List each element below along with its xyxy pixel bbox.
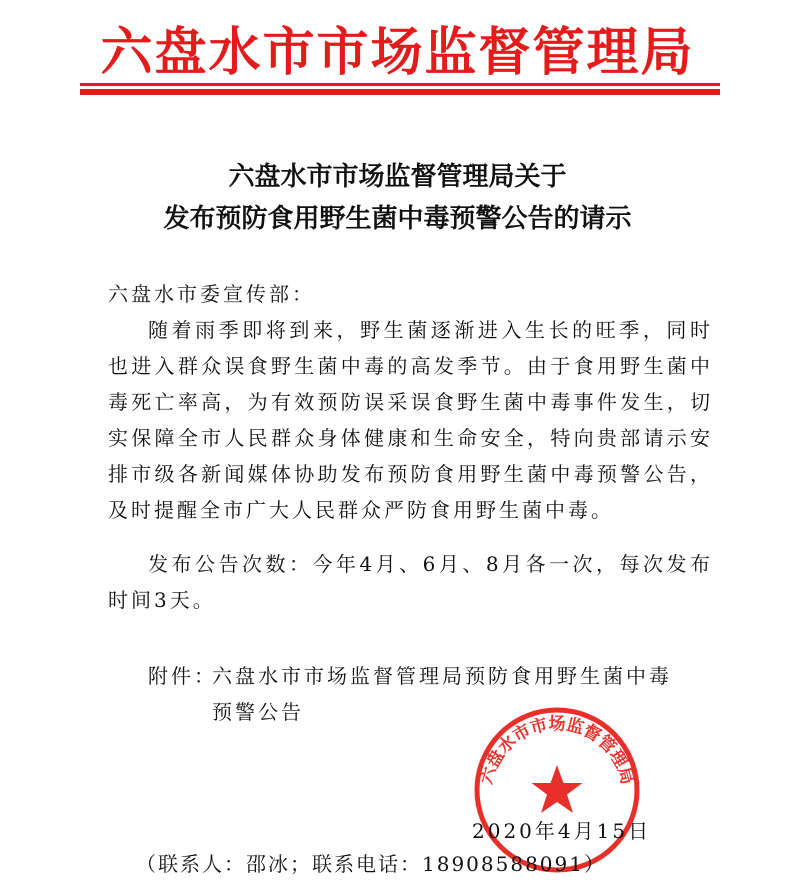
letterhead-title: 六盘水市市场监督管理局 bbox=[100, 23, 695, 83]
document-title-line2: 发布预防食用野生菌中毒预警公告的请示 bbox=[163, 204, 632, 234]
salutation: 六盘水市委宣传部： bbox=[108, 282, 315, 306]
document-date: 2020年4月15日 bbox=[472, 819, 652, 843]
contact-info: （联系人：邵冰；联系电话：18908588091） bbox=[136, 852, 606, 876]
attachment-text: 六盘水市市场监督管理局预防食用野生菌中毒预警公告 bbox=[212, 664, 672, 724]
seal-text: 六盘水市市场监督管理局 bbox=[476, 714, 638, 787]
body-paragraph-2: 发布公告次数：今年4月、6月、8月各一次，每次发布时间3天。 bbox=[108, 552, 713, 612]
attachment-label: 附件： bbox=[148, 664, 217, 688]
star-icon bbox=[532, 765, 583, 813]
letterhead-divider-thin bbox=[80, 83, 720, 86]
body-paragraph-1: 随着雨季即将到来，野生菌逐渐进入生长的旺季，同时也进入群众误食野生菌中毒的高发季节。由于食用野生菌中毒死亡率高，为有效预防误采误食野生菌中毒事件发生，切实保障全市人民群众身体健康和生命安全，特向贵部请示安排市级各新闻媒体协助发布预防食用野生菌中毒预警公告，及时提醒全市广大人民群众严防食用野生菌中毒。 bbox=[108, 318, 713, 522]
document-title-line1: 六盘水市市场监督管理局关于 bbox=[228, 162, 567, 192]
letterhead-divider-thick bbox=[80, 89, 720, 95]
